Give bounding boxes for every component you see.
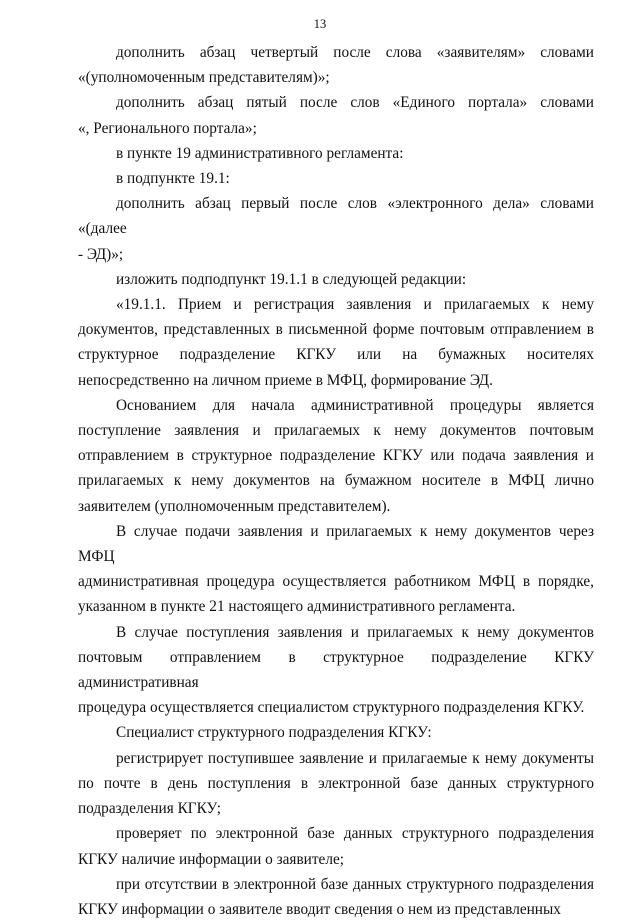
text-line: проверяет по электронной базе данных структурного подразделения xyxy=(116,825,594,843)
text-line: «19.1.1. Прием и регистрация заявления и прилагаемых к нему xyxy=(116,296,594,314)
text-line: в пункте 19 административного регламента: xyxy=(116,144,404,162)
text-line: «, Регионального портала»; xyxy=(78,119,257,137)
text-line: почтовым отправлением в структурное подразделение КГКУ административная xyxy=(78,648,594,692)
text-line: дополнить абзац пятый после слов «Единого портала» словами xyxy=(116,94,594,112)
text-line: «(уполномоченным представителям)»; xyxy=(78,69,330,87)
text-line: непосредственно на личном приеме в МФЦ, формирование ЭД. xyxy=(78,371,493,389)
text-line: указанном в пункте 21 настоящего административного регламента. xyxy=(78,598,516,616)
text-line: поступление заявления и прилагаемых к нему документов почтовым xyxy=(78,422,594,440)
text-line: В случае подачи заявления и прилагаемых к нему документов через МФЦ xyxy=(78,522,594,566)
text-line: В случае поступления заявления и прилагаемых к нему документов xyxy=(116,623,594,641)
text-line: отправлением в структурное подразделение КГКУ или подача заявления и xyxy=(78,447,594,465)
text-line: при отсутствии в электронной базе данных структурного подразделения xyxy=(116,875,594,893)
text-line: структурное подразделение КГКУ или на бумажных носителях xyxy=(78,346,594,364)
text-line: Основанием для начала административной процедуры является xyxy=(116,396,594,414)
document-body xyxy=(78,40,594,922)
text-line: прилагаемых к нему документов на бумажном носителе в МФЦ лично xyxy=(78,472,594,490)
text-line: дополнить абзац четвертый после слова «заявителям» словами xyxy=(116,44,594,61)
text-line: Специалист структурного подразделения КГКУ: xyxy=(116,724,432,742)
text-line: регистрирует поступившее заявление и прилагаемые к нему документы xyxy=(116,749,594,767)
text-line: КГКУ информации о заявителе вводит сведения о нем из представленных xyxy=(78,900,561,918)
text-line: КГКУ наличие информации о заявителе; xyxy=(78,850,345,868)
text-line: изложить подподпункт 19.1.1 в следующей редакции: xyxy=(116,270,467,288)
text-line: в подпункте 19.1: xyxy=(116,170,230,188)
text-line: - ЭД)»; xyxy=(78,245,124,263)
text-line: документов, представленных в письменной форме почтовым отправлением в xyxy=(78,321,594,339)
text-line: подразделения КГКУ; xyxy=(78,800,222,818)
text-line: по почте в день поступления в электронной базе данных структурного xyxy=(78,774,594,792)
text-line: дополнить абзац первый после слов «электронного дела» словами «(далее xyxy=(78,195,594,238)
page-number: 13 xyxy=(313,17,327,31)
text-line: заявителем (уполномоченным представителем). xyxy=(78,497,391,515)
text-line: процедура осуществляется специалистом структурного подразделения КГКУ. xyxy=(78,699,585,717)
text-line: административная процедура осуществляется работником МФЦ в порядке, xyxy=(78,573,594,591)
